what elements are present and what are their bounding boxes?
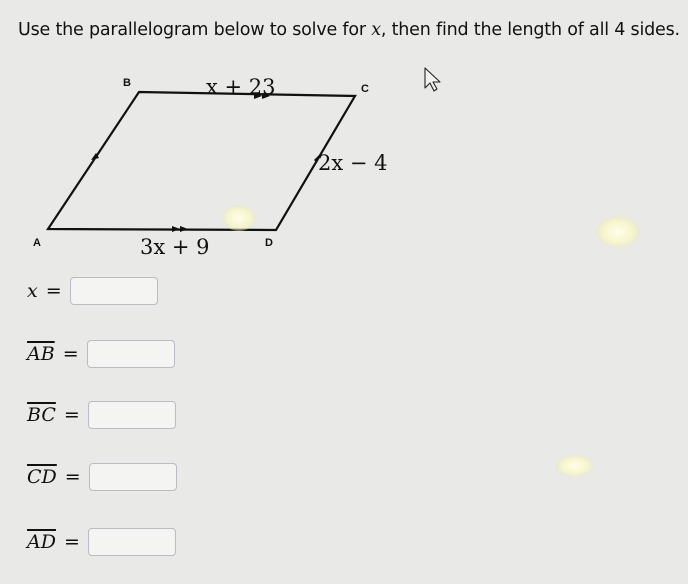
parallelogram-shape bbox=[48, 92, 355, 230]
vertex-b-label: B bbox=[123, 77, 131, 89]
answer-label-ad: $\overline{AD}$ bbox=[27, 531, 56, 553]
vertex-d-label: D bbox=[265, 237, 273, 249]
equals-sign: = bbox=[64, 466, 81, 488]
vertex-c-label: C bbox=[361, 83, 369, 95]
answer-row-cd bbox=[27, 463, 177, 491]
ad-answer-input[interactable] bbox=[88, 528, 176, 556]
side-ad-double-arrow bbox=[172, 226, 188, 232]
equals-sign: = bbox=[45, 280, 62, 302]
answer-row-bc bbox=[27, 401, 176, 429]
bottom-side-label: 3x + 9 bbox=[140, 235, 210, 259]
bc-answer-input[interactable] bbox=[88, 401, 176, 429]
question-suffix: , then find the length of all 4 sides. bbox=[380, 20, 680, 40]
question-variable: x bbox=[371, 20, 381, 40]
answer-label-bc: $\overline{BC}$ bbox=[27, 404, 56, 426]
arrow-cursor-icon bbox=[425, 68, 440, 91]
glare-spot bbox=[222, 205, 256, 231]
ab-answer-input[interactable] bbox=[87, 340, 175, 368]
equals-sign: = bbox=[63, 404, 80, 426]
answer-label-cd: $\overline{CD}$ bbox=[27, 466, 57, 488]
glare-spot bbox=[556, 455, 594, 477]
question-prefix: Use the parallelogram below to solve for bbox=[18, 20, 372, 40]
top-side-label: x + 23 bbox=[206, 75, 276, 99]
equals-sign: = bbox=[62, 343, 79, 365]
answer-label-x: x bbox=[27, 280, 38, 302]
glare-spot bbox=[596, 216, 640, 248]
vertex-a-label: A bbox=[33, 237, 41, 249]
right-side-label: 2x − 4 bbox=[318, 151, 388, 175]
answer-label-ab: $\overline{AB}$ bbox=[27, 343, 55, 365]
answer-row-ad bbox=[27, 528, 176, 556]
answer-row-x bbox=[27, 277, 158, 305]
answer-row-ab bbox=[27, 340, 175, 368]
x-answer-input[interactable] bbox=[70, 277, 158, 305]
cd-answer-input[interactable] bbox=[89, 463, 177, 491]
equals-sign: = bbox=[63, 531, 80, 553]
